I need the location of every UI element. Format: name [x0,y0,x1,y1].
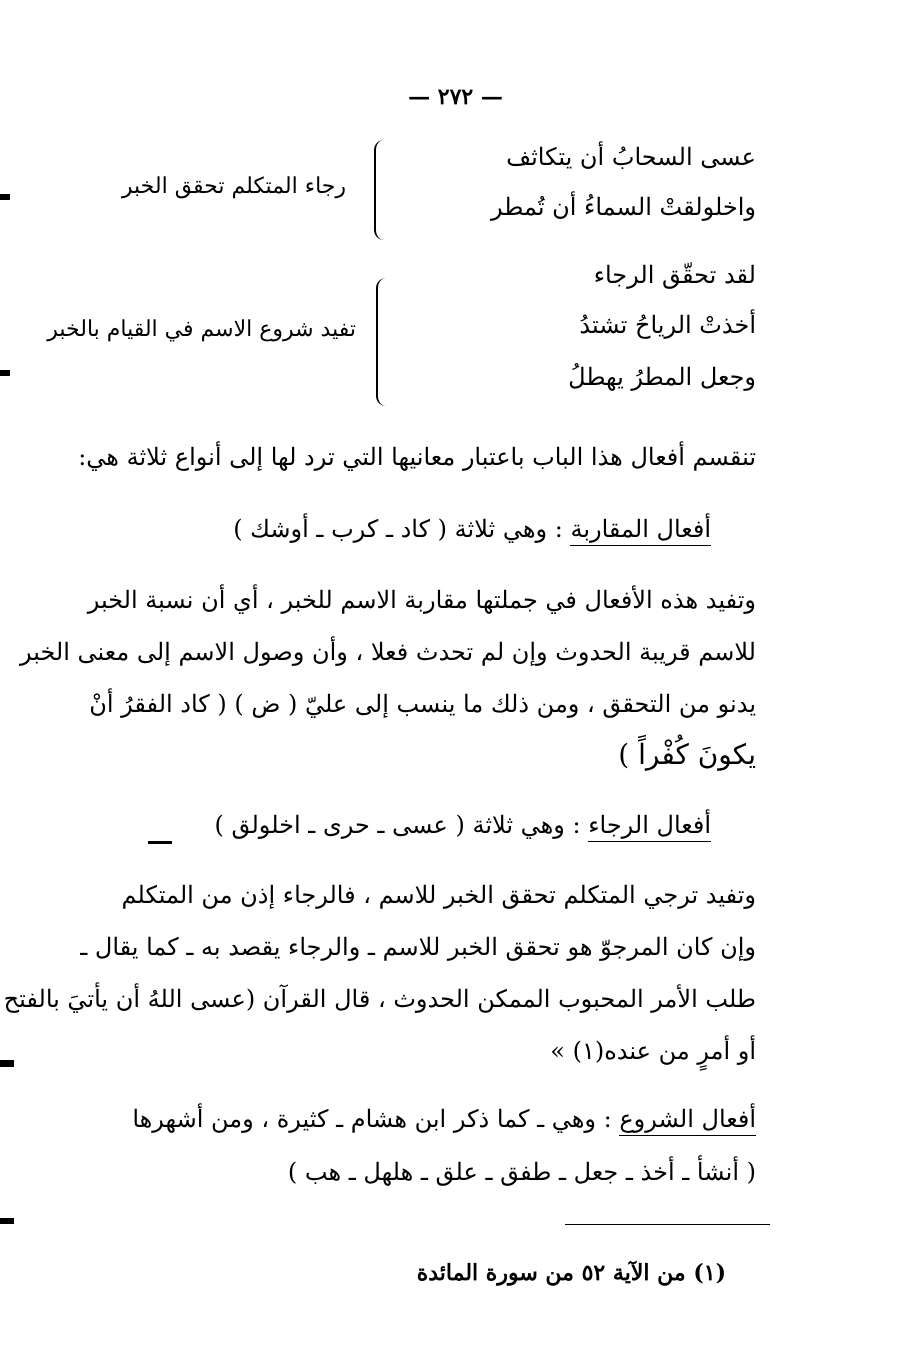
example-line: لقد تحقّق الرجاء [593,261,756,289]
body-line: ( أنشأ ـ أخذ ـ جعل ـ طفق ـ علق ـ هلهل ـ هب ) [287,1158,756,1186]
section-heading [214,808,711,842]
section-heading [132,1102,756,1136]
section-heading-term: أفعال المقاربة [570,515,711,546]
body-line: وتفيد ترجي المتكلم تحقق الخبر للاسم ، فالرجاء إذن من المتكلم [121,881,756,909]
example-line: وجعل المطرُ يهطلُ [568,363,756,391]
scan-edge-mark [0,1218,14,1224]
body-line: للاسم قريبة الحدوث وإن لم تحدث فعلا ، وأن وصول الاسم إلى معنى الخبر [19,638,756,666]
body-line: طلب الأمر المحبوب الممكن الحدوث ، قال القرآن (عسى اللهُ أن يأتيَ بالفتح [3,985,756,1013]
page-number: — ٢٧٢ — [408,84,503,110]
example-line: واخلولقتْ السماءُ أن تُمطر [491,193,756,221]
section-heading [233,512,711,546]
body-line: يكونَ كُفْراً ) [618,738,756,771]
section-heading-term: أفعال الشروع [619,1105,756,1136]
example-line: أخذتْ الرياحُ تشتدُ [579,311,756,339]
section-heading-rest: : وهي ـ كما ذكر ابن هشام ـ كثيرة ، ومن أشهرها [132,1105,612,1133]
footnote: (١) من الآية ٥٢ من سورة المائدة [416,1260,726,1286]
scan-edge-mark [0,1060,14,1067]
body-line: يدنو من التحقق ، ومن ذلك ما ينسب إلى عليّ ( ض ) ( كاد الفقرُ أنْ [89,690,756,718]
curly-brace [376,278,390,406]
body-line: أو أمرٍ من عنده(١) » [550,1037,756,1065]
section-heading-rest: : وهي ثلاثة ( كاد ـ كرب ـ أوشك ) [233,515,563,543]
section-heading-rest: : وهي ثلاثة ( عسى ـ حرى ـ اخلولق ) [214,811,581,839]
body-line: وتفيد هذه الأفعال في جملتها مقاربة الاسم للخبر ، أي أن نسبة الخبر [87,586,756,614]
print-mark [148,841,172,844]
scan-edge-mark [0,370,10,376]
scan-edge-mark [0,194,10,200]
example-note: رجاء المتكلم تحقق الخبر [121,174,346,199]
example-line: عسى السحابُ أن يتكاثف [506,143,756,171]
body-line: وإن كان المرجوّ هو تحقق الخبر للاسم ـ والرجاء يقصد به ـ كما يقال ـ [80,933,756,961]
curly-brace [374,140,388,240]
section-heading-term: أفعال الرجاء [588,811,711,842]
example-note: تفيد شروع الاسم في القيام بالخبر [47,317,356,342]
footnote-separator [565,1224,770,1225]
intro-paragraph: تنقسم أفعال هذا الباب باعتبار معانيها التي ترد لها إلى أنواع ثلاثة هي: [78,443,756,471]
